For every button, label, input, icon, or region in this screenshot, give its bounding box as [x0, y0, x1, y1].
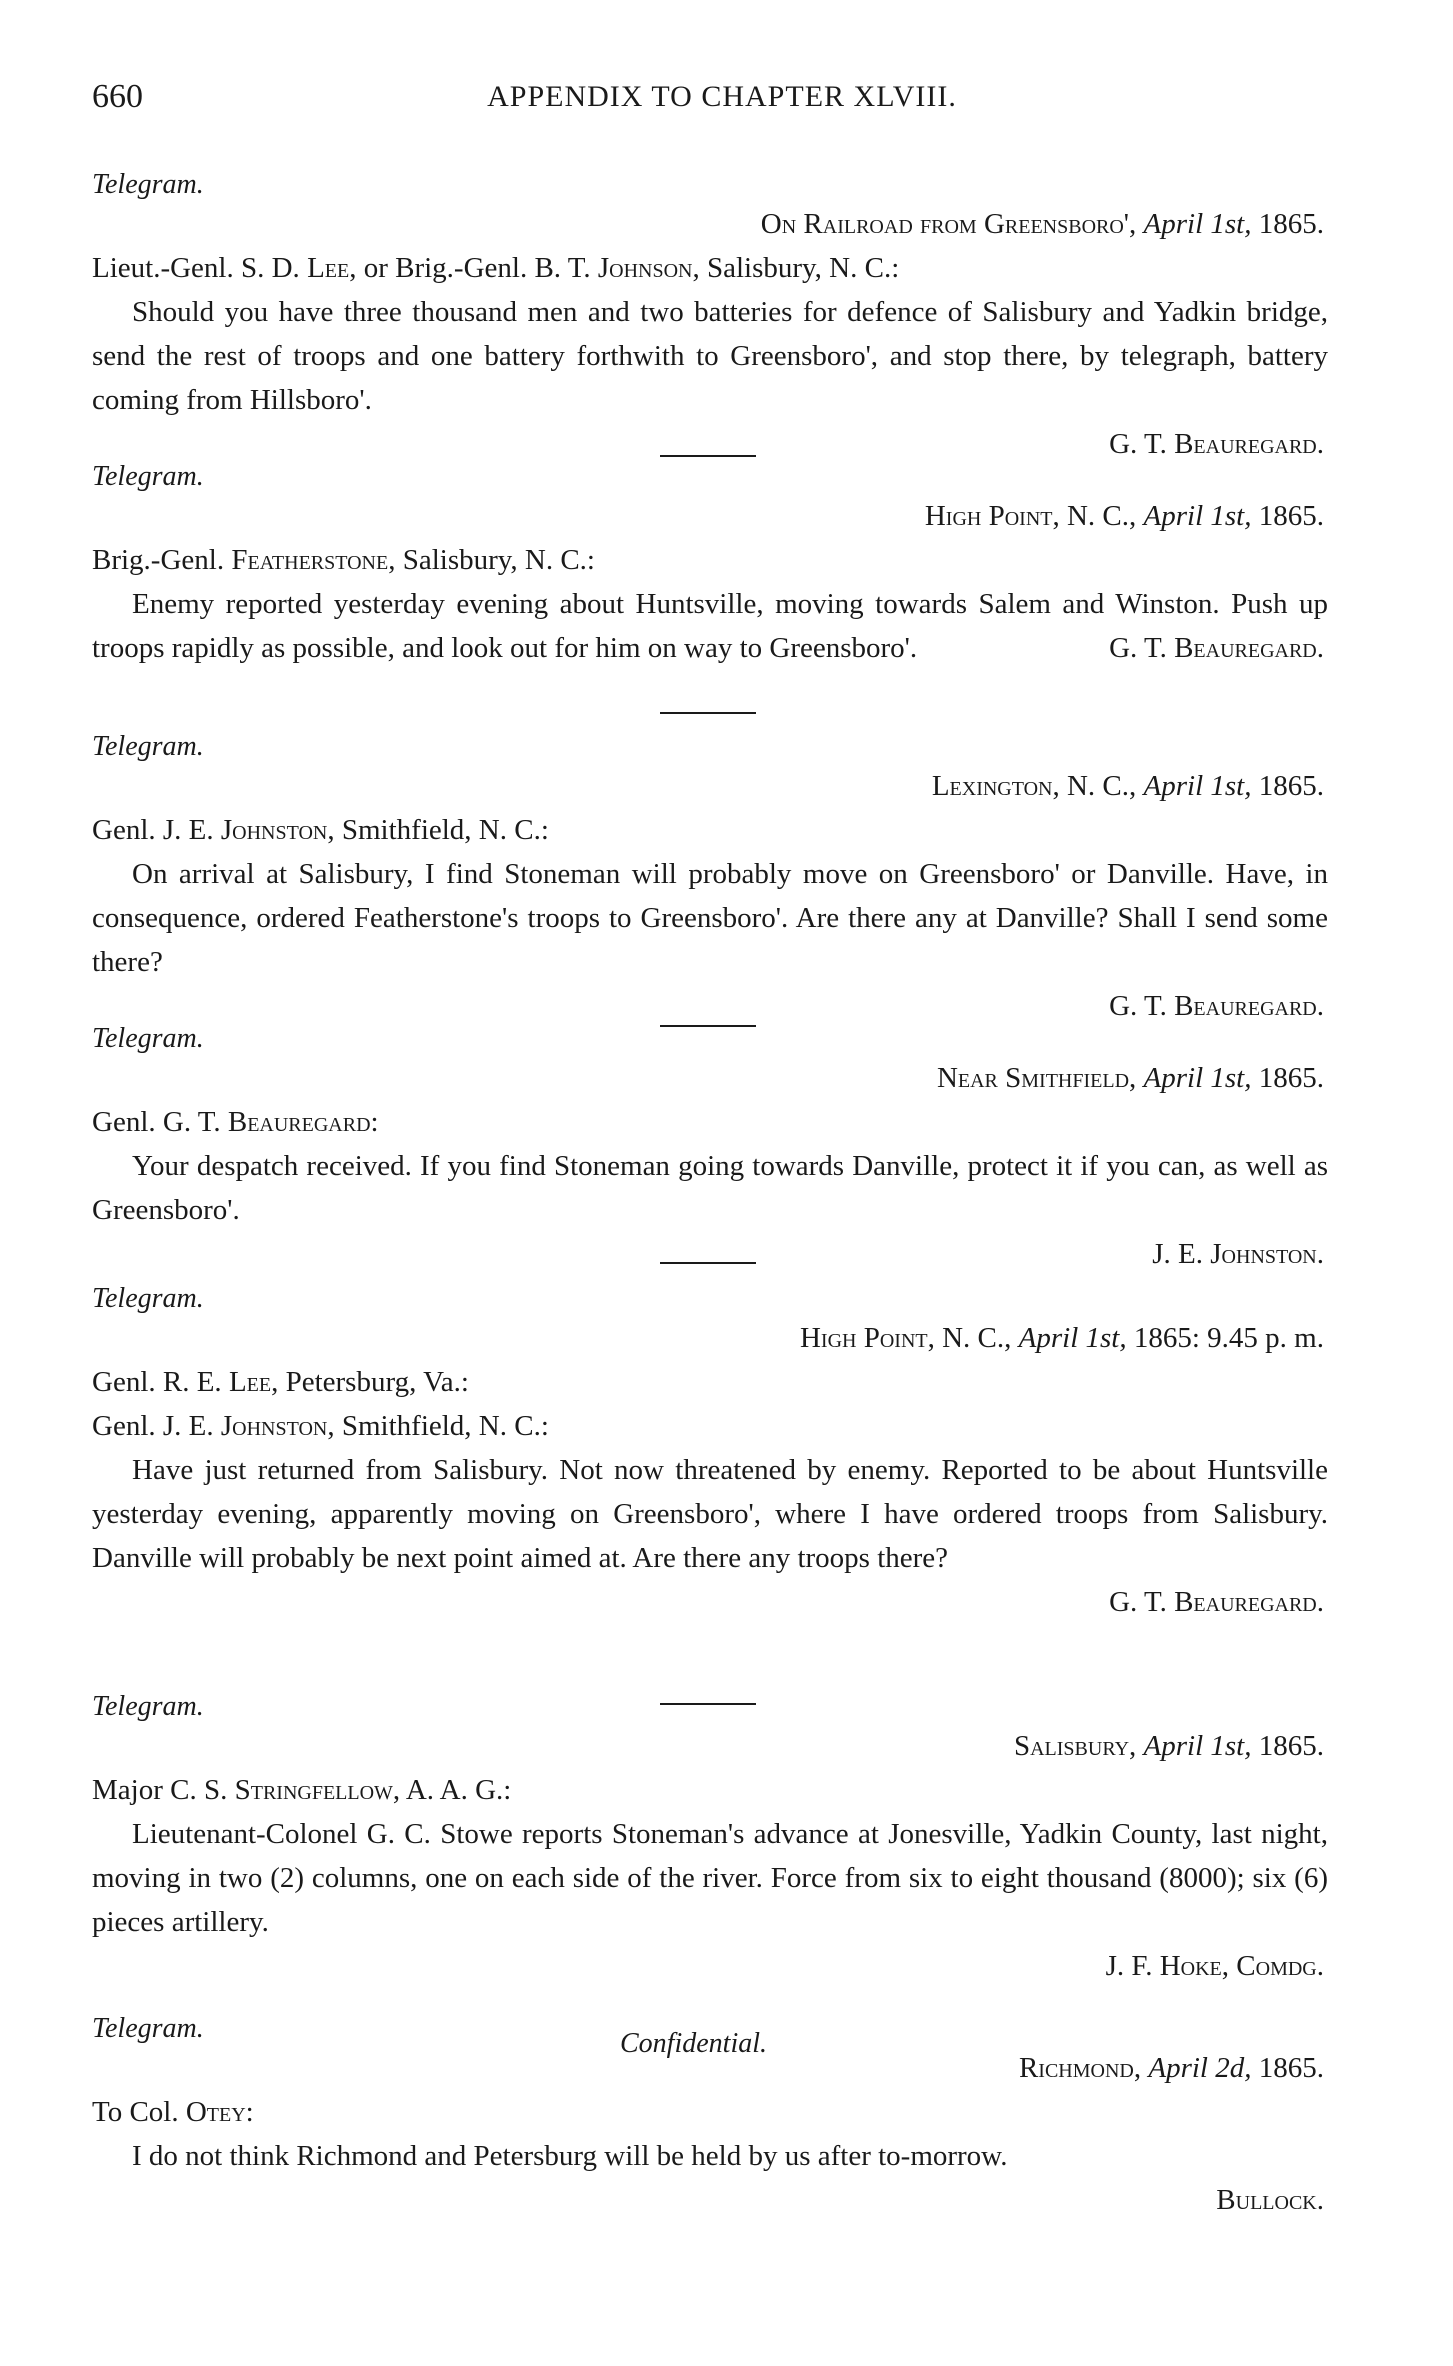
signature: J. E. Johnston.: [1152, 1238, 1324, 1270]
divider: [660, 455, 756, 457]
signature: G. T. Beauregard.: [1109, 1586, 1324, 1618]
signature: G. T. Beauregard.: [1109, 990, 1324, 1022]
signature: G. T. Beauregard.: [1109, 632, 1324, 664]
dateline: Richmond, April 2d, 1865.: [1018, 2052, 1324, 2084]
addressee: Lieut.-Genl. S. D. Lee, or Brig.-Genl. B. T. Johnson, Salisbury, N. C.:: [92, 252, 900, 284]
signature: Bullock.: [1216, 2184, 1324, 2216]
telegram-label: Telegram.: [92, 2013, 204, 2044]
dateline: High Point, N. C., April 1st, 1865.: [924, 500, 1324, 532]
telegram-body: Lieutenant-Colonel G. C. Stowe reports Stoneman's advance at Jonesville, Yadkin County, last night, moving in two (2) columns, one on each side of the river. Force from six to eight thousand (8000); six (6) pieces artillery.: [92, 1818, 1328, 1938]
telegram-7: [92, 2012, 1328, 2222]
dateline: Lexington, N. C., April 1st, 1865.: [931, 770, 1324, 802]
telegram-body: Enemy reported yesterday evening about Huntsville, moving towards Salem and Winston. Push up troops rapidly as possible, and look out for him on way to Greensboro'.: [92, 588, 1328, 664]
telegram-body: Should you have three thousand men and two batteries for defence of Salisbury and Yadkin bridge, send the rest of troops and one battery forthwith to Greensboro', and stop there, by telegraph, battery coming from Hillsboro'.: [92, 296, 1328, 416]
telegram-label: Telegram.: [92, 1023, 204, 1054]
dateline: Near Smithfield, April 1st, 1865.: [936, 1062, 1324, 1094]
divider: [660, 712, 756, 714]
telegram-body: On arrival at Salisbury, I find Stoneman will probably move on Greensboro' or Danville. Have, in consequence, ordered Featherstone's troops to Greensboro'. Are there any at Danville? Shall I send some there?: [92, 858, 1328, 978]
dateline: Salisbury, April 1st, 1865.: [1013, 1730, 1324, 1762]
telegram-label: Telegram.: [92, 169, 204, 200]
confidential-note: Confidential.: [620, 2028, 767, 2059]
addressee: Genl. R. E. Lee, Petersburg, Va.:: [92, 1366, 469, 1398]
addressee: To Col. Otey:: [92, 2096, 254, 2128]
telegram-label: Telegram.: [92, 461, 204, 492]
dateline: High Point, N. C., April 1st, 1865: 9.45 p. m.: [799, 1322, 1324, 1354]
page-header: [92, 78, 1352, 128]
telegram-2: [92, 460, 1328, 670]
addressee: Brig.-Genl. Featherstone, Salisbury, N. C.:: [92, 544, 595, 576]
telegram-1: [92, 168, 1328, 466]
addressee: Major C. S. Stringfellow, A. A. G.:: [92, 1774, 512, 1806]
divider: [660, 1262, 756, 1264]
telegram-5: [92, 1282, 1328, 1624]
addressee: Genl. J. E. Johnston, Smithfield, N. C.:: [92, 1410, 549, 1442]
telegram-6: [92, 1690, 1328, 1988]
dateline: On Railroad from Greensboro', April 1st, 1865.: [760, 208, 1324, 240]
telegram-label: Telegram.: [92, 1283, 204, 1314]
telegram-label: Telegram.: [92, 1691, 204, 1722]
signature: J. F. Hoke, Comdg.: [1105, 1950, 1324, 1982]
telegram-body: I do not think Richmond and Petersburg will be held by us after to-morrow.: [132, 2140, 1008, 2172]
addressee: Genl. G. T. Beauregard:: [92, 1106, 379, 1138]
signature: G. T. Beauregard.: [1109, 428, 1324, 460]
telegram-4: [92, 1022, 1328, 1276]
page-number: 660: [92, 78, 143, 115]
addressee: Genl. J. E. Johnston, Smithfield, N. C.:: [92, 814, 549, 846]
telegram-body: Have just returned from Salisbury. Not now threatened by enemy. Reported to be about Huntsville yesterday evening, apparently moving on Greensboro', where I have ordered troops from Salisbury. Danville will probably be next point aimed at. Are there any troops there?: [92, 1454, 1328, 1574]
telegram-label: Telegram.: [92, 731, 204, 762]
telegram-3: [92, 730, 1328, 1028]
running-head: APPENDIX TO CHAPTER XLVIII.: [487, 80, 957, 113]
telegram-body: Your despatch received. If you find Stoneman going towards Danville, protect it if you can, as well as Greensboro'.: [92, 1150, 1328, 1226]
